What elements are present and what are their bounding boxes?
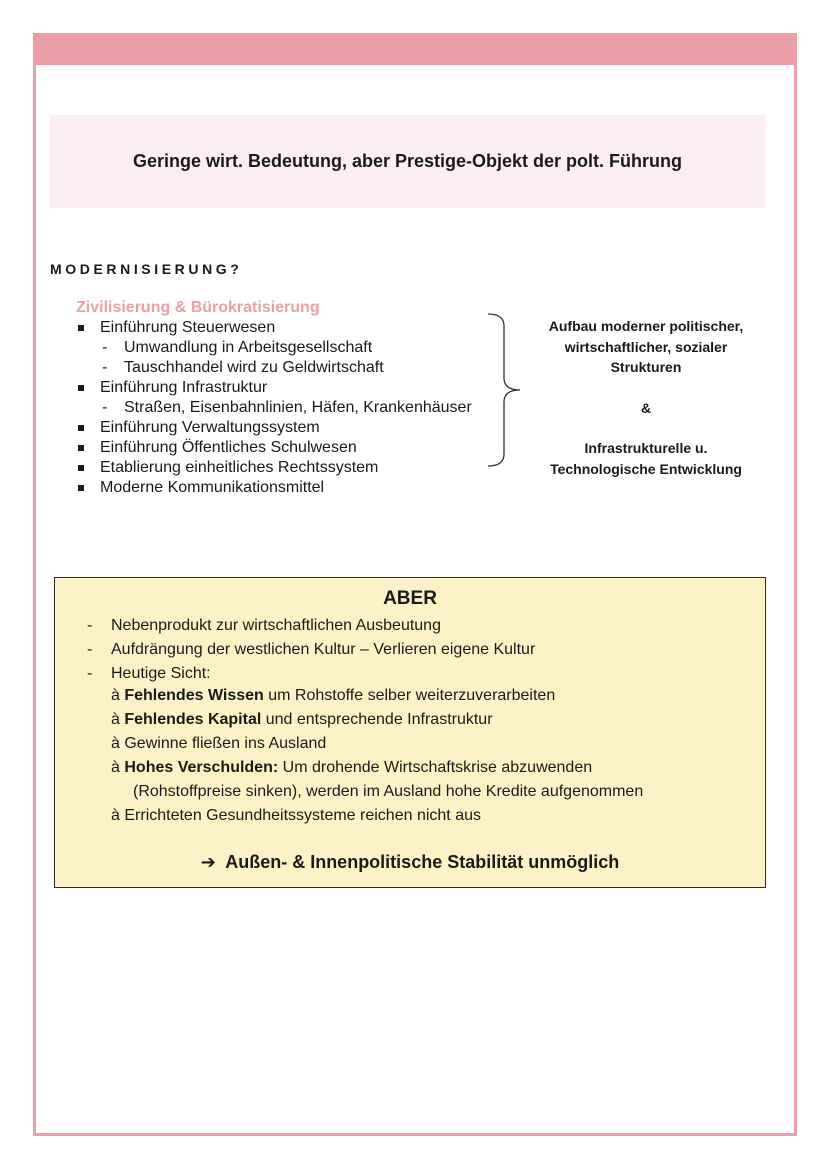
bold-term: Fehlendes Wissen — [124, 687, 264, 704]
arrow-icon: à — [111, 735, 120, 752]
bold-term: Fehlendes Kapital — [124, 711, 262, 728]
list-item: Einführung Verwaltungssystem — [76, 418, 472, 438]
summary-line: Infrastrukturelle u. — [584, 440, 708, 456]
aber-title: ABER — [383, 588, 437, 609]
summary-line: Aufbau moderner politischer, — [548, 318, 744, 334]
summary-line: Technologische Entwicklung — [550, 460, 742, 477]
arrow-icon: à — [111, 759, 120, 776]
modernisierung-list — [76, 318, 472, 498]
modernisierung-summary — [530, 316, 762, 479]
aber-list — [83, 614, 535, 686]
list-item: - Nebenprodukt zur wirtschaftlichen Ausbeutung — [83, 614, 535, 638]
page-title: Geringe wirt. Bedeutung, aber Prestige-Objekt der polt. Führung — [132, 151, 683, 171]
curly-brace-icon — [486, 312, 526, 472]
arrow-icon: à — [111, 711, 120, 728]
list-item: - Aufdrängung der westlichen Kultur – Verlieren eigene Kultur — [83, 638, 535, 662]
heutige-sicht-list — [111, 684, 643, 828]
arrow-icon: à — [111, 807, 120, 824]
aber-box — [54, 577, 766, 888]
list-item — [111, 732, 643, 756]
section-heading-modernisierung: MODERNISIERUNG? — [50, 261, 243, 277]
list-item: Einführung Infrastruktur — [76, 378, 472, 398]
list-item — [111, 756, 643, 780]
list-item: - Umwandlung in Arbeitsgesellschaft — [76, 338, 472, 358]
list-item — [111, 684, 643, 708]
top-accent-bar — [33, 33, 797, 65]
summary-line: wirtschaftlicher, sozialer — [564, 338, 728, 355]
list-item: Einführung Öffentliches Schulwesen — [76, 438, 472, 458]
item-text: und entsprechende Infrastruktur — [261, 711, 493, 728]
item-text: Gewinne fließen ins Ausland — [124, 735, 327, 752]
summary-line: Strukturen — [610, 359, 682, 375]
arrow-icon: à — [111, 687, 120, 704]
bold-term: Hohes Verschulden: — [124, 759, 279, 776]
list-item: Moderne Kommunikationsmittel — [76, 478, 472, 498]
list-item: Einführung Steuerwesen — [76, 318, 472, 338]
right-arrow-icon: ➔ — [200, 852, 216, 872]
list-item: Etablierung einheitliches Rechtssystem — [76, 458, 472, 478]
subheading-zivilisierung: Zivilisierung & Bürokratisierung — [76, 299, 320, 316]
title-box — [50, 115, 765, 208]
item-text: Um drohende Wirtschaftskrise abzuwenden — [278, 759, 593, 776]
list-item-continuation: (Rohstoffpreise sinken), werden im Ausland hohe Kredite aufgenommen — [133, 783, 644, 800]
conclusion — [55, 852, 765, 873]
list-item: - Tauschhandel wird zu Geldwirtschaft — [76, 358, 472, 378]
summary-ampersand: & — [640, 399, 652, 416]
item-text: Errichteten Gesundheitssysteme reichen nicht aus — [124, 807, 481, 824]
list-item — [111, 708, 643, 732]
list-item: - Straßen, Eisenbahnlinien, Häfen, Krankenhäuser — [76, 398, 472, 418]
conclusion-text: Außen- & Innenpolitische Stabilität unmöglich — [225, 852, 620, 872]
list-item: - Heutige Sicht: — [83, 662, 535, 686]
item-text: um Rohstoffe selber weiterzuverarbeiten — [263, 687, 556, 704]
list-item — [111, 804, 643, 828]
